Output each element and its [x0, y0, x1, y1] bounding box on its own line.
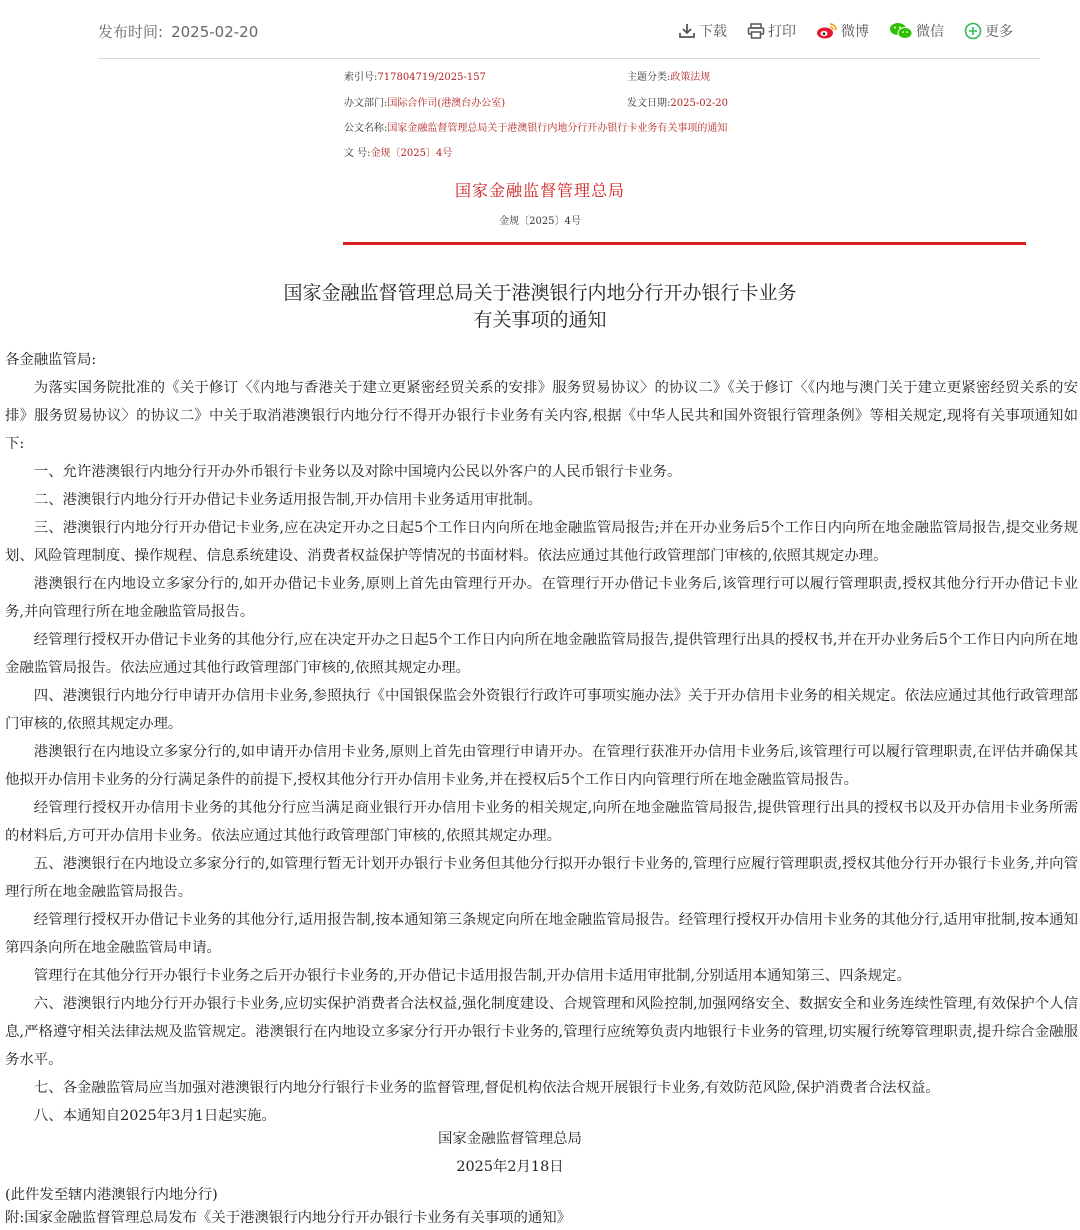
paragraph: 经管理行授权开办信用卡业务的其他分行应当满足商业银行开办信用卡业务的相关规定,向所在地金融监管局报告,提供管理行出具的授权书以及开办信用卡业务所需的材料后,方可开办信用卡业务。依法应通过其他行政管理部门审核的,依照其规定办理。: [5, 800, 1078, 844]
wechat-icon: [889, 22, 913, 40]
title-line-2: 有关事项的通知: [473, 309, 607, 331]
paragraph: 七、各金融监管局应当加强对港澳银行内地分行银行卡业务的监督管理,督促机构依法合规开展银行卡业务,有效防范风险,保护消费者合法权益。: [33, 1080, 940, 1096]
meta-dept-value: 国际合作司(港澳台办公室): [387, 98, 506, 109]
paragraph: 为落实国务院批准的《关于修订〈《内地与香港关于建立更紧密经贸关系的安排》服务贸易协议〉的协议二》《关于修订〈《内地与澳门关于建立更紧密经贸关系的安排》服务贸易协议〉的协议二》中关于取消港澳银行内地分行不得开办银行卡业务有关内容,根据《中华人民共和国外资银行管理条例》等相关规定,现将有关事项通知如下:: [5, 380, 1078, 452]
meta-name-key: 公文名称:: [344, 123, 388, 134]
meta-name-value: 国家金融监督管理总局关于港澳银行内地分行开办银行卡业务有关事项的通知: [387, 123, 728, 134]
title-line-1: 国家金融监督管理总局关于港澳银行内地分行开办银行卡业务: [283, 282, 797, 304]
meta-category-value: 政策法规: [670, 72, 711, 83]
red-divider: [343, 242, 1026, 245]
publish-time-label: 发布时间:: [98, 23, 164, 41]
meta-date-value: 2025-02-20: [670, 98, 729, 109]
paragraph: 经管理行授权开办借记卡业务的其他分行,应在决定开办之日起5个工作日内向所在地金融监管局报告,提供管理行出具的授权书,并在开办业务后5个工作日内向所在地金融监管局报告。依法应通过其他行政管理部门审核的,依照其规定办理。: [5, 632, 1078, 676]
attachment-link[interactable]: 附:国家金融监督管理总局发布《关于港澳银行内地分行开办银行卡业务有关事项的通知》: [5, 1210, 572, 1226]
paragraph: 一、允许港澳银行内地分行开办外币银行卡业务以及对除中国境内公民以外客户的人民币银行卡业务。: [33, 464, 682, 480]
download-label: 下载: [699, 24, 727, 40]
top-bar: [0, 0, 1080, 62]
paragraph: 四、港澳银行内地分行申请开办信用卡业务,参照执行《中国银保监会外资银行行政许可事项实施办法》关于开办信用卡业务的相关规定。依法应通过其他行政管理部门审核的,依照其规定办理。: [5, 688, 1078, 732]
more-label: 更多: [985, 24, 1013, 40]
publish-time-value: 2025-02-20: [171, 23, 259, 41]
paragraph: 六、港澳银行内地分行开办银行卡业务,应切实保护消费者合法权益,强化制度建设、合规管理和风险控制,加强网络安全、数据安全和业务连续性管理,有效保护个人信息,严格遵守相关法律法规及监管规定。港澳银行在内地设立多家分行开办银行卡业务的,管理行应统筹负责内地银行卡业务的管理,切实履行统筹管理职责,提升综合金融服务水平。: [5, 996, 1078, 1068]
meta-date: [627, 94, 728, 109]
document-title: [0, 280, 1080, 334]
meta-dept: [344, 94, 505, 109]
meta-index-value: 717804719/2025-157: [377, 72, 486, 83]
document-body: [5, 346, 1078, 1130]
paragraph: 三、港澳银行内地分行开办借记卡业务,应在决定开办之日起5个工作日内向所在地金融监管局报告;并在开办业务后5个工作日内向所在地金融监管局报告,提交业务规划、风险管理制度、操作规程、信息系统建设、消费者权益保护等情况的书面材料。依法应通过其他行政管理部门审核的,依照其规定办理。: [5, 520, 1078, 564]
paragraph: 管理行在其他分行开办银行卡业务之后开办银行卡业务的,开办借记卡适用报告制,开办信用卡适用审批制,分别适用本通知第三、四条规定。: [33, 968, 911, 984]
divider: [98, 58, 1040, 59]
print-label: 打印: [768, 24, 796, 40]
meta-index: [344, 68, 486, 83]
paragraph: 港澳银行在内地设立多家分行的,如申请开办信用卡业务,原则上首先由管理行申请开办。在管理行获准开办信用卡业务后,该管理行可以履行管理职责,在评估并确保其他拟开办信用卡业务的分行满足条件的前提下,授权其他分行开办信用卡业务,并在授权后5个工作日内向管理行所在地金融监管局报告。: [5, 744, 1078, 788]
document-number: 金规〔2025〕4号: [499, 216, 581, 227]
publish-time: [98, 21, 258, 42]
wechat-label: 微信: [916, 24, 944, 40]
more-button[interactable]: [964, 21, 1013, 41]
weibo-label: 微博: [841, 24, 869, 40]
paragraph: 港澳银行在内地设立多家分行的,如开办借记卡业务,原则上首先由管理行开办。在管理行开办借记卡业务后,该管理行可以履行管理职责,授权其他分行开办借记卡业务,并向管理行所在地金融监管局报告。: [5, 576, 1078, 620]
meta-docno-key: 文 号:: [344, 148, 371, 159]
signature: 国家金融监督管理总局: [438, 1131, 582, 1147]
meta-category-key: 主题分类:: [627, 72, 671, 83]
meta-date-key: 发文日期:: [627, 98, 671, 109]
paragraph: 经管理行授权开办借记卡业务的其他分行,适用报告制,按本通知第三条规定向所在地金融监管局报告。经管理行授权开办信用卡业务的其他分行,适用审批制,按本通知第四条向所在地金融监管局申请。: [5, 912, 1078, 956]
meta-docno-value: 金规〔2025〕4号: [370, 148, 453, 159]
printer-icon: [747, 23, 765, 39]
distribution-note: (此件发至辖内港澳银行内地分行): [5, 1187, 218, 1203]
share-actions: [678, 21, 1013, 41]
meta-dept-key: 办文部门:: [344, 98, 388, 109]
download-button[interactable]: [678, 21, 727, 41]
weibo-share-button[interactable]: [816, 21, 869, 41]
meta-docno: [344, 144, 452, 159]
print-button[interactable]: [747, 21, 796, 41]
meta-category: [627, 68, 710, 83]
paragraph: 二、港澳银行内地分行开办借记卡业务适用报告制,开办信用卡业务适用审批制。: [33, 492, 543, 508]
paragraph: 八、本通知自2025年3月1日起实施。: [33, 1108, 276, 1124]
weibo-icon: [816, 22, 838, 40]
issuer-heading: 国家金融监督管理总局: [454, 181, 625, 200]
meta-index-key: 索引号:: [344, 72, 378, 83]
wechat-share-button[interactable]: [889, 21, 944, 41]
sign-date: 2025年2月18日: [456, 1159, 564, 1175]
addressee: 各金融监管局:: [5, 352, 97, 368]
paragraph: 五、港澳银行在内地设立多家分行的,如管理行暂无计划开办银行卡业务但其他分行拟开办银行卡业务的,管理行应履行管理职责,授权其他分行开办银行卡业务,并向管理行所在地金融监管局报告。: [5, 856, 1078, 900]
download-icon: [678, 23, 696, 39]
plus-circle-icon: [964, 22, 982, 40]
meta-name: [344, 119, 727, 134]
